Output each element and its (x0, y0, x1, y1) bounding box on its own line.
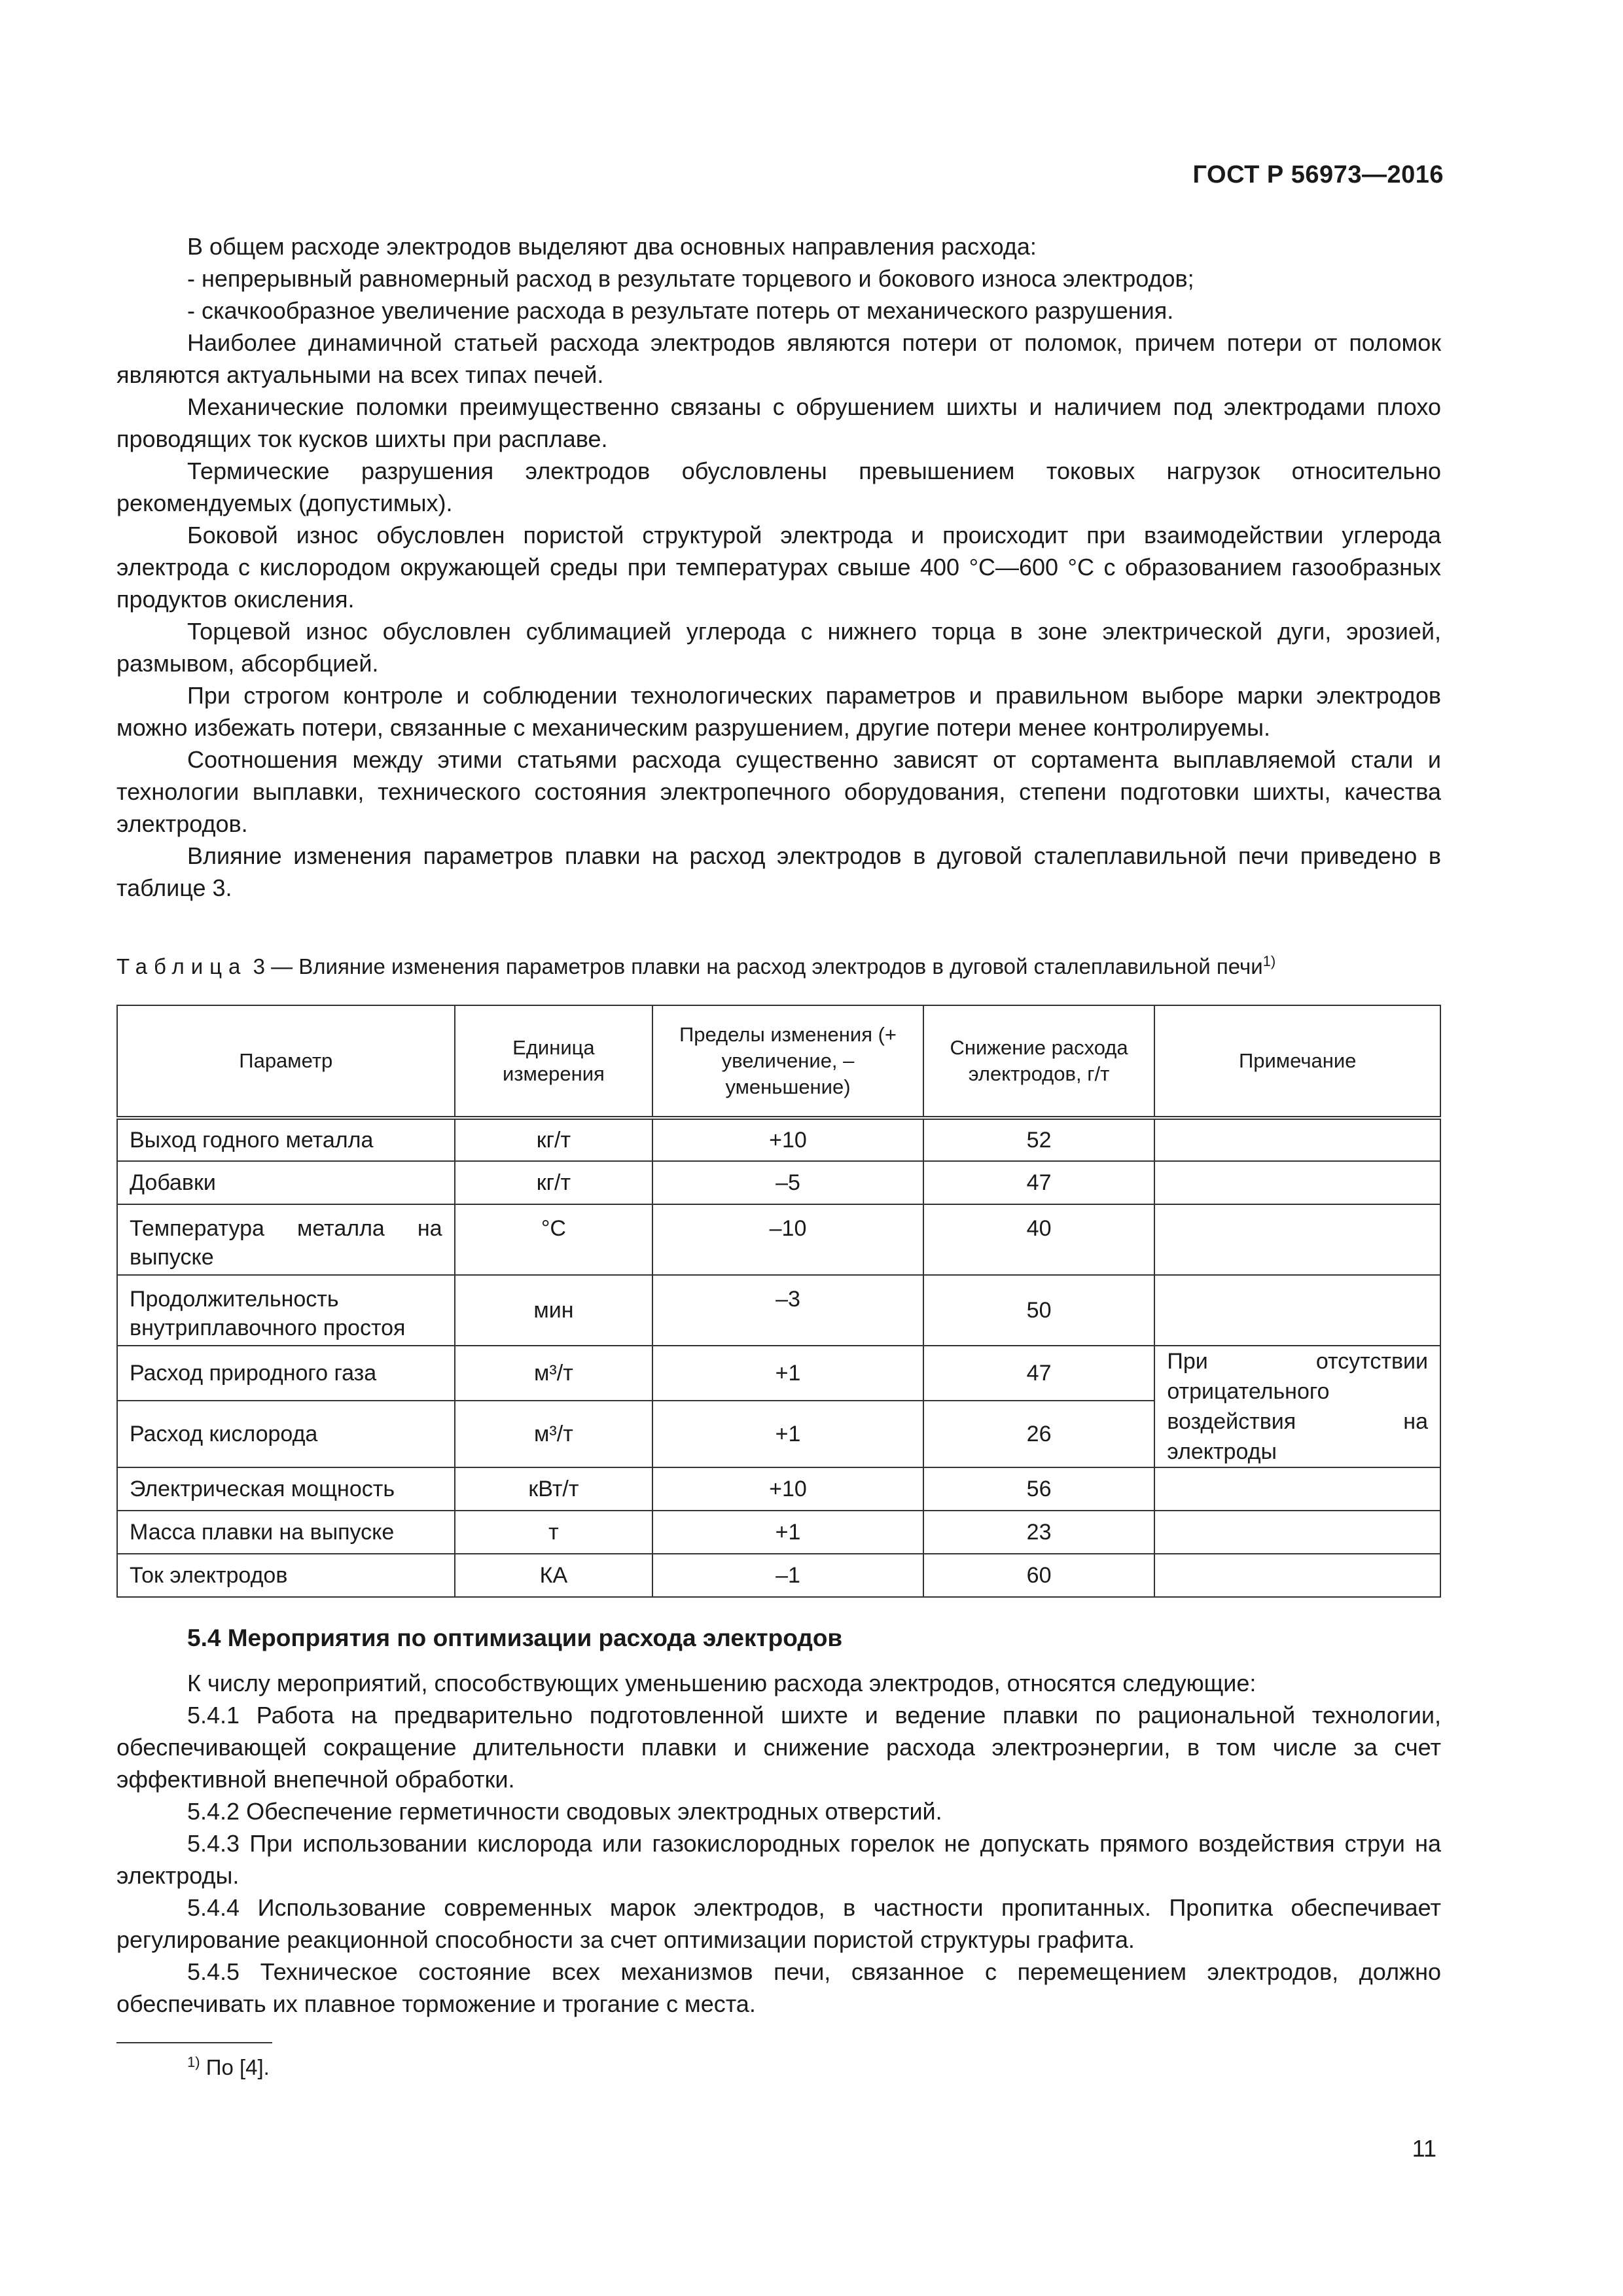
cell-range: +10 (652, 1118, 923, 1161)
col-header-unit: Единица измерения (455, 1005, 653, 1118)
footnote-ref: 1) (1262, 953, 1276, 969)
cell-parameter: Масса плавки на выпуске (117, 1511, 455, 1554)
table-row (117, 1161, 1440, 1204)
paragraph: Наиболее динамичной статьей расхода электродов являются потери от поломок, причем потери от поломок являются актуальными на всех типах печей. (116, 329, 1441, 388)
table-row (117, 1554, 1440, 1597)
body-text (116, 230, 1441, 904)
clause: 5.4.1 Работа на предварительно подготовленной шихте и ведение плавки по рациональной технологии, обеспечивающей сокращение длительности плавки и снижение расхода электроэнергии, в том числе за счет эффективной внепечной обработки. (116, 1702, 1441, 1793)
table-row (117, 1275, 1440, 1346)
cell-unit: т (455, 1511, 653, 1554)
cell-reduction: 50 (923, 1275, 1155, 1346)
cell-range: +1 (652, 1401, 923, 1467)
clause: 5.4.4 Использование современных марок электродов, в частности пропитанных. Пропитка обеспечивает регулирование реакционной способности за счет оптимизации пористой структуры графита. (116, 1894, 1441, 1953)
cell-note (1154, 1275, 1440, 1346)
col-header-range: Пределы изменения (+ увеличение, – уменьшение) (652, 1005, 923, 1118)
cell-range: –3 (652, 1275, 923, 1346)
cell-parameter: Электрическая мощность (117, 1467, 455, 1511)
cell-range: +1 (652, 1346, 923, 1401)
cell-parameter: Выход годного металла (117, 1118, 455, 1161)
cell-parameter: Продолжительность внутриплавочного простоя (117, 1275, 455, 1346)
footnote-divider (116, 2042, 272, 2043)
cell-parameter: Ток электродов (117, 1554, 455, 1597)
paragraph: Влияние изменения параметров плавки на расход электродов в дуговой сталеплавильной печи приведено в таблице 3. (116, 842, 1441, 901)
cell-range: –1 (652, 1554, 923, 1597)
cell-unit: °С (455, 1204, 653, 1275)
cell-range: –10 (652, 1204, 923, 1275)
page-number: 11 (1412, 2135, 1436, 2162)
table-row (117, 1346, 1440, 1401)
table-row (117, 1511, 1440, 1554)
cell-range: –5 (652, 1161, 923, 1204)
electrode-consumption-table (116, 1005, 1441, 1598)
table-row (117, 1204, 1440, 1275)
paragraph: В общем расходе электродов выделяют два основных направления расхода: (187, 233, 1037, 260)
paragraph: При строгом контроле и соблюдении технологических параметров и правильном выборе марки электродов можно избежать потери, связанные с механическим разрушением, другие потери менее контролируемы. (116, 682, 1441, 741)
cell-note (1154, 1511, 1440, 1554)
clause: 5.4.5 Техническое состояние всех механизмов печи, связанное с перемещением электродов, должно обеспечивать их плавное торможение и трогание с места. (116, 1958, 1441, 2017)
cell-range: +10 (652, 1467, 923, 1511)
paragraph: Боковой износ обусловлен пористой структурой электрода и происходит при взаимодействии углерода электрода с кислородом окружающей среды при температурах свыше 400 °С—600 °С с образованием газообразных продуктов окисления. (116, 522, 1441, 613)
table-row (117, 1467, 1440, 1511)
paragraph: К числу мероприятий, способствующих уменьшению расхода электродов, относятся следующие: (187, 1670, 1257, 1696)
cell-unit: кг/т (455, 1118, 653, 1161)
col-header-reduction: Снижение расхода электродов, г/т (923, 1005, 1155, 1118)
cell-parameter: Расход природного газа (117, 1346, 455, 1401)
paragraph: Термические разрушения электродов обусловлены превышением токовых нагрузок относительно рекомендуемых (допустимых). (116, 457, 1441, 516)
cell-parameter: Добавки (117, 1161, 455, 1204)
cell-unit: мин (455, 1275, 653, 1346)
table-caption-label: Таблица (116, 954, 247, 978)
cell-unit: КА (455, 1554, 653, 1597)
cell-note (1154, 1161, 1440, 1204)
section-text (116, 1667, 1441, 2020)
paragraph: Механические поломки преимущественно связаны с обрушением шихты и наличием под электродами плохо проводящих ток кусков шихты при расплаве. (116, 393, 1441, 452)
cell-reduction: 26 (923, 1401, 1155, 1467)
table-row (117, 1118, 1440, 1161)
cell-reduction: 52 (923, 1118, 1155, 1161)
list-item: - скачкообразное увеличение расхода в результате потерь от механического разрушения. (187, 297, 1174, 324)
cell-reduction: 47 (923, 1161, 1155, 1204)
table-caption (116, 952, 1441, 981)
col-header-parameter: Параметр (117, 1005, 455, 1118)
clause: 5.4.2 Обеспечение герметичности сводовых электродных отверстий. (187, 1798, 942, 1825)
cell-note (1154, 1554, 1440, 1597)
cell-parameter: Расход кислорода (117, 1401, 455, 1467)
standard-number: ГОСТ Р 56973—2016 (1192, 161, 1444, 188)
paragraph: Соотношения между этими статьями расхода существенно зависят от сортамента выплавляемой стали и технологии выплавки, технического состояния электропечного оборудования, степени подготовки шихты, качества электродов. (116, 746, 1441, 837)
paragraph: Торцевой износ обусловлен сублимацией углерода с нижнего торца в зоне электрической дуги, эрозией, размывом, абсорбцией. (116, 618, 1441, 677)
footnote-mark: 1) (187, 2054, 200, 2070)
cell-unit: м³/т (455, 1401, 653, 1467)
col-header-note: Примечание (1154, 1005, 1440, 1118)
clause: 5.4.3 При использовании кислорода или газокислородных горелок не допускать прямого воздействия струи на электроды. (116, 1830, 1441, 1889)
table-caption-text: 3 — Влияние изменения параметров плавки на расход электродов в дуговой сталеплавильной печи (253, 954, 1263, 978)
cell-note (1154, 1118, 1440, 1161)
cell-note (1154, 1204, 1440, 1275)
table-header-row (117, 1005, 1440, 1118)
cell-reduction: 40 (923, 1204, 1155, 1275)
cell-unit: кВт/т (455, 1467, 653, 1511)
footnote-text: По [4]. (205, 2055, 270, 2079)
cell-reduction: 60 (923, 1554, 1155, 1597)
list-item: - непрерывный равномерный расход в результате торцевого и бокового износа электродов; (187, 265, 1194, 292)
cell-range: +1 (652, 1511, 923, 1554)
cell-unit: м³/т (455, 1346, 653, 1401)
cell-parameter: Температура металла на выпуске (117, 1204, 455, 1275)
cell-reduction: 23 (923, 1511, 1155, 1554)
cell-reduction: 47 (923, 1346, 1155, 1401)
footnote (187, 2055, 270, 2080)
cell-unit: кг/т (455, 1161, 653, 1204)
cell-note-gas-oxygen: При отсутствии отрицательного воздействия на электроды (1154, 1346, 1440, 1467)
cell-note (1154, 1467, 1440, 1511)
section-heading: 5.4 Мероприятия по оптимизации расхода электродов (187, 1624, 843, 1651)
cell-reduction: 56 (923, 1467, 1155, 1511)
